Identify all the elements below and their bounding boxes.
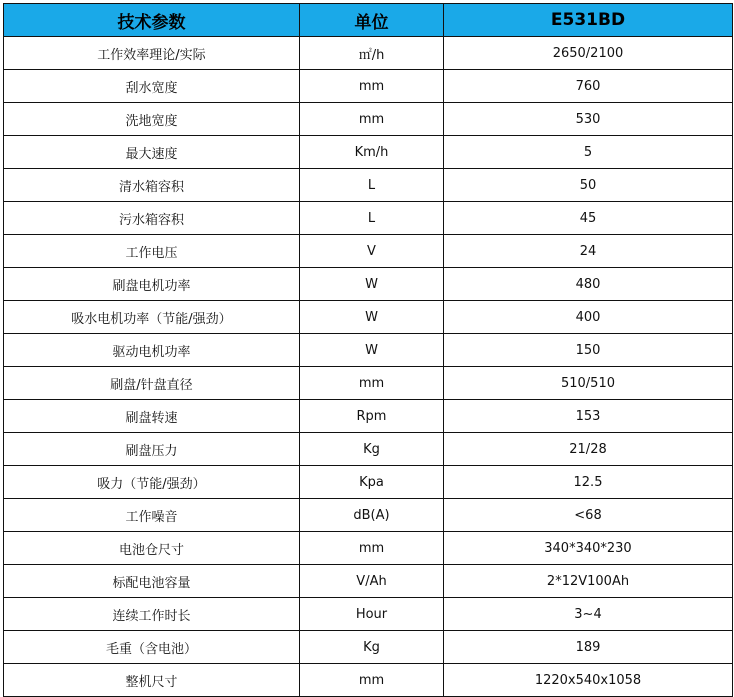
unit-cell: L: [300, 169, 444, 202]
unit-cell: W: [300, 301, 444, 334]
param-cell: 吸水电机功率（节能/强劲）: [4, 301, 300, 334]
unit-cell: mm: [300, 103, 444, 136]
unit-cell: dB(A): [300, 499, 444, 532]
unit-cell: Kg: [300, 631, 444, 664]
param-cell: 刷盘压力: [4, 433, 300, 466]
table-row: [4, 202, 733, 235]
unit-cell: Rpm: [300, 400, 444, 433]
table-row: [4, 565, 733, 598]
value-cell: 12.5: [444, 466, 733, 499]
unit-cell: mm: [300, 70, 444, 103]
table-row: [4, 37, 733, 70]
value-cell: 150: [444, 334, 733, 367]
header-row: [4, 4, 733, 37]
table-row: [4, 631, 733, 664]
unit-cell: W: [300, 334, 444, 367]
value-cell: 45: [444, 202, 733, 235]
param-cell: 工作效率理论/实际: [4, 37, 300, 70]
value-cell: 153: [444, 400, 733, 433]
unit-cell: mm: [300, 532, 444, 565]
table-row: [4, 433, 733, 466]
table-row: [4, 235, 733, 268]
param-cell: 连续工作时长: [4, 598, 300, 631]
value-cell: 760: [444, 70, 733, 103]
value-cell: 480: [444, 268, 733, 301]
value-cell: 50: [444, 169, 733, 202]
header-model: E531BD: [444, 4, 733, 37]
param-cell: 最大速度: [4, 136, 300, 169]
value-cell: 340*340*230: [444, 532, 733, 565]
unit-cell: Km/h: [300, 136, 444, 169]
unit-cell: mm: [300, 367, 444, 400]
param-cell: 工作电压: [4, 235, 300, 268]
value-cell: 2*12V100Ah: [444, 565, 733, 598]
value-cell: 2650/2100: [444, 37, 733, 70]
param-cell: 标配电池容量: [4, 565, 300, 598]
param-cell: 毛重（含电池）: [4, 631, 300, 664]
value-cell: 530: [444, 103, 733, 136]
param-cell: 刮水宽度: [4, 70, 300, 103]
param-cell: 刷盘/针盘直径: [4, 367, 300, 400]
table-row: [4, 664, 733, 697]
table-row: [4, 169, 733, 202]
param-cell: 工作噪音: [4, 499, 300, 532]
table-row: [4, 499, 733, 532]
value-cell: 24: [444, 235, 733, 268]
value-cell: 189: [444, 631, 733, 664]
param-cell: 整机尺寸: [4, 664, 300, 697]
table-row: [4, 532, 733, 565]
value-cell: 3~4: [444, 598, 733, 631]
value-cell: <68: [444, 499, 733, 532]
unit-cell: Kg: [300, 433, 444, 466]
unit-cell: L: [300, 202, 444, 235]
unit-cell: Hour: [300, 598, 444, 631]
param-cell: 驱动电机功率: [4, 334, 300, 367]
value-cell: 5: [444, 136, 733, 169]
param-cell: 吸力（节能/强劲）: [4, 466, 300, 499]
header-param: 技术参数: [4, 4, 300, 37]
spec-body: [4, 37, 733, 697]
table-row: [4, 367, 733, 400]
table-row: [4, 598, 733, 631]
param-cell: 清水箱容积: [4, 169, 300, 202]
unit-cell: V: [300, 235, 444, 268]
table-row: [4, 466, 733, 499]
param-cell: 洗地宽度: [4, 103, 300, 136]
table-row: [4, 400, 733, 433]
table-row: [4, 268, 733, 301]
unit-cell: W: [300, 268, 444, 301]
value-cell: 21/28: [444, 433, 733, 466]
unit-cell: ㎡/h: [300, 37, 444, 70]
param-cell: 刷盘电机功率: [4, 268, 300, 301]
param-cell: 电池仓尺寸: [4, 532, 300, 565]
table-row: [4, 334, 733, 367]
unit-cell: mm: [300, 664, 444, 697]
spec-table: [3, 3, 733, 697]
table-row: [4, 301, 733, 334]
value-cell: 510/510: [444, 367, 733, 400]
header-unit: 单位: [300, 4, 444, 37]
value-cell: 400: [444, 301, 733, 334]
param-cell: 刷盘转速: [4, 400, 300, 433]
unit-cell: Kpa: [300, 466, 444, 499]
table-row: [4, 70, 733, 103]
param-cell: 污水箱容积: [4, 202, 300, 235]
table-row: [4, 103, 733, 136]
value-cell: 1220x540x1058: [444, 664, 733, 697]
table-row: [4, 136, 733, 169]
unit-cell: V/Ah: [300, 565, 444, 598]
